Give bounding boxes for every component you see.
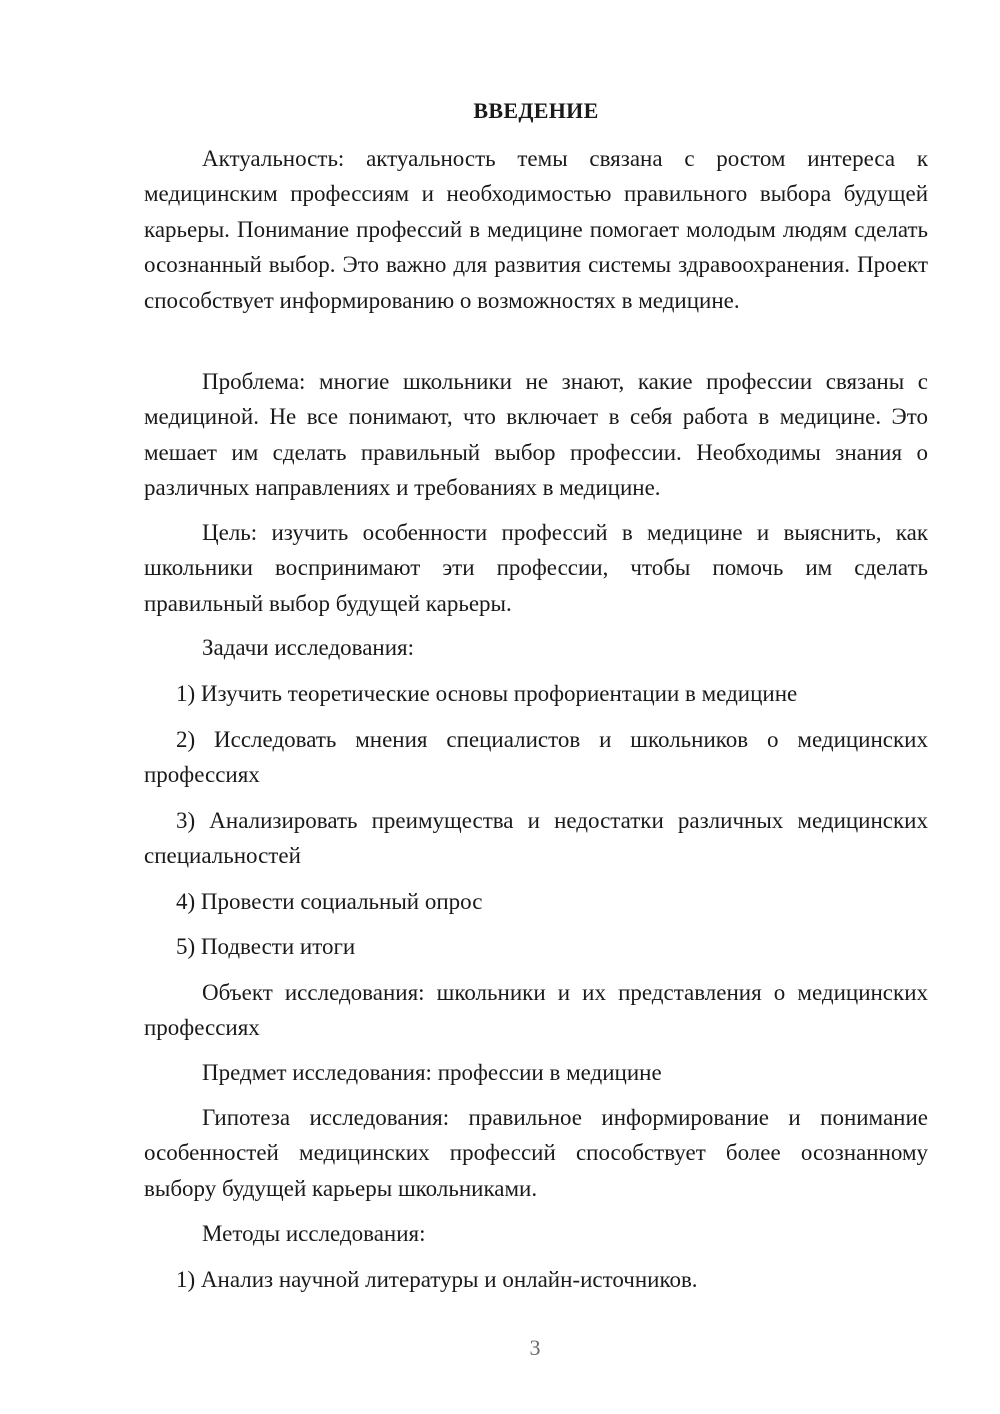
paragraph-methods-heading: Методы исследования:	[202, 1221, 426, 1246]
paragraph-problem: Проблема: многие школьники не знают, какие профессии связаны с медициной. Не все понимают, что включает в себя работа в медицине. Это мешает им сделать правильный выбор профессии. Необходимы знания о различных направлениях и требованиях в медицине.	[144, 369, 928, 501]
task-item-3: 3) Анализировать преимущества и недостатки различных медицинских специальностей	[144, 808, 928, 869]
paragraph-relevance: Актуальность: актуальность темы связана с ростом интереса к медицинским профессиям и необходимостью правильного выбора будущей карьеры. Понимание профессий в медицине помогает молодым людям сделать осознанный выбор. Это важно для развития системы здравоохранения. Проект способствует информированию о возможностях в медицине.	[144, 146, 928, 313]
paragraph-hypothesis: Гипотеза исследования: правильное информирование и понимание особенностей медицинских профессий способствует более осознанному выбору будущей карьеры школьниками.	[144, 1105, 928, 1201]
task-item-2: 2) Исследовать мнения специалистов и школьников о медицинских профессиях	[144, 727, 928, 788]
page-title: ВВЕДЕНИЕ	[473, 98, 599, 123]
paragraph-object: Объект исследования: школьники и их представления о медицинских профессиях	[144, 980, 928, 1041]
task-item-1: 1) Изучить теоретические основы профориентации в медицине	[176, 681, 798, 706]
page-number: 3	[529, 1335, 541, 1360]
method-item-1: 1) Анализ научной литературы и онлайн-источников.	[176, 1267, 698, 1292]
task-item-4: 4) Провести социальный опрос	[176, 889, 483, 914]
paragraph-subject: Предмет исследования: профессии в медицине	[202, 1060, 662, 1085]
paragraph-goal: Цель: изучить особенности профессий в медицине и выяснить, как школьники воспринимают эти профессии, чтобы помочь им сделать правильный выбор будущей карьеры.	[144, 520, 928, 616]
task-item-5: 5) Подвести итоги	[176, 934, 356, 959]
paragraph-tasks-heading: Задачи исследования:	[202, 635, 415, 660]
